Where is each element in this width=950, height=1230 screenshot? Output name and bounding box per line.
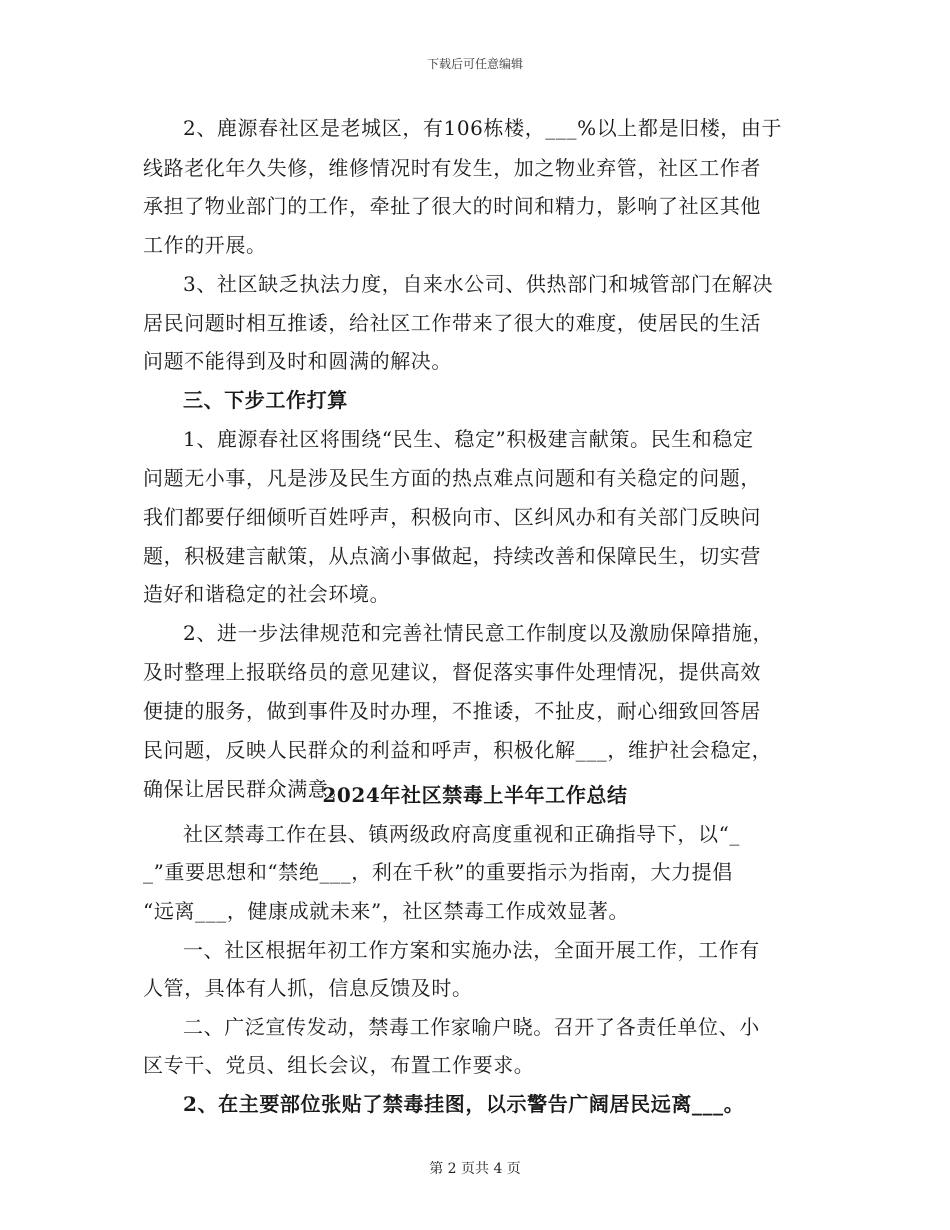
text-line: 二、广泛宣传发动，禁毒工作家喻户晓。召开了各责任单位、小 bbox=[183, 1015, 760, 1039]
text-line: 题，积极建言献策，从点滴小事做起，持续改善和保障民生，切实营 bbox=[143, 544, 761, 568]
text-line: 人管，具体有人抓，信息反馈及时。 bbox=[143, 976, 473, 1000]
text-line: 问题无小事，凡是涉及民生方面的热点难点问题和有关稳定的问题， bbox=[143, 466, 761, 490]
text-line: 居民问题时相互推诿，给社区工作带来了很大的难度，使居民的生活 bbox=[143, 311, 761, 335]
text-line: 1、鹿源春社区将围绕“民生、稳定”积极建言献策。民生和稳定 bbox=[183, 427, 754, 451]
text-line: 及时整理上报联络员的意见建议，督促落实事件处理情况，提供高效 bbox=[143, 660, 761, 684]
text-line: “远离___，健康成就未来”，社区禁毒工作成效显著。 bbox=[143, 899, 630, 923]
section-title: 2024年社区禁毒上半年工作总结 bbox=[322, 783, 628, 807]
page-header: 下载后可任意编辑 bbox=[426, 57, 523, 71]
text-line: 确保让居民群众满意。 bbox=[143, 777, 349, 801]
text-line: _”重要思想和“禁绝___，利在千秋”的重要指示为指南，大力提倡 bbox=[143, 860, 733, 884]
page-footer: 第 2 页共 4 页 bbox=[429, 1161, 521, 1177]
text-line: 2、在主要部位张贴了禁毒挂图，以示警告广阔居民远离___。 bbox=[183, 1092, 745, 1116]
text-line: 3、社区缺乏执法力度，自来水公司、供热部门和城管部门在解决 bbox=[183, 272, 774, 296]
text-line: 线路老化年久失修，维修情况时有发生，加之物业弃管，社区工作者 bbox=[143, 156, 761, 180]
text-line: 区专干、党员、组长会议，布置工作要求。 bbox=[143, 1053, 535, 1077]
text-line: 我们都要仔细倾听百姓呼声，积极向市、区纠风办和有关部门反映问 bbox=[143, 505, 761, 529]
text-line: 造好和谐稳定的社会环境。 bbox=[143, 582, 391, 606]
text-line: 民问题，反映人民群众的利益和呼声，积极化解___，维护社会稳定， bbox=[143, 738, 773, 762]
text-line: 社区禁毒工作在县、镇两级政府高度重视和正确指导下，以“_ bbox=[183, 822, 741, 846]
text-line: 2、鹿源春社区是老城区，有106栋楼，___%以上都是旧楼，由于 bbox=[183, 116, 783, 140]
text-line: 工作的开展。 bbox=[143, 233, 267, 257]
text-line: 问题不能得到及时和圆满的解决。 bbox=[143, 349, 452, 373]
text-line: 便捷的服务，做到事件及时办理，不推诿，不扯皮，耐心细致回答居 bbox=[143, 699, 761, 723]
text-line: 2、进一步法律规范和完善社情民意工作制度以及激励保障措施， bbox=[183, 621, 774, 645]
text-line: 一、社区根据年初工作方案和实施办法，全面开展工作，工作有 bbox=[183, 938, 760, 962]
text-line: 三、下步工作打算 bbox=[183, 388, 348, 412]
text-line: 承担了物业部门的工作，牵扯了很大的时间和精力，影响了社区其他 bbox=[143, 194, 761, 218]
